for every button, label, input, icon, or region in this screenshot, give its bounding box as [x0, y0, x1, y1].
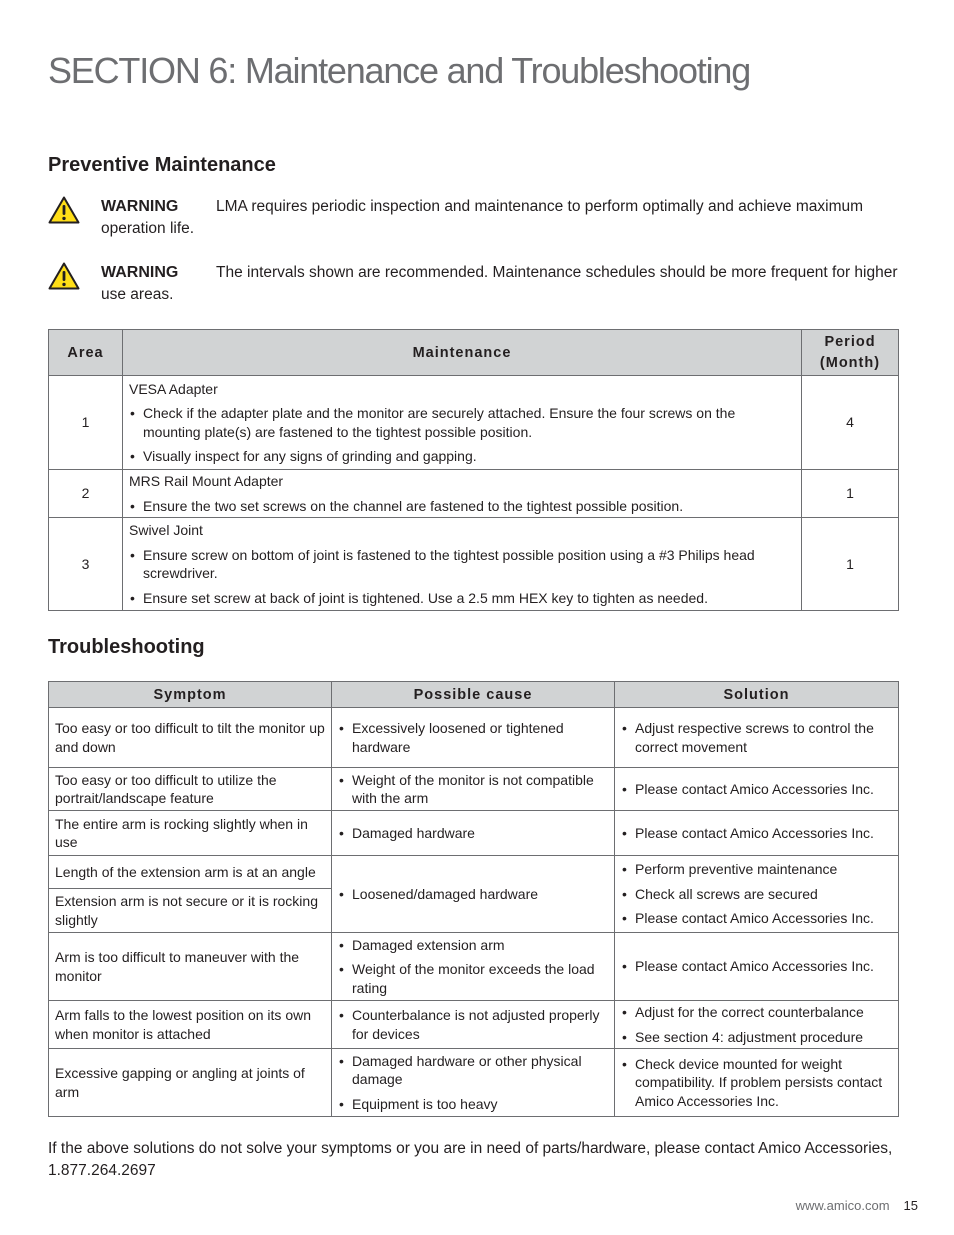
page-footer — [796, 1198, 918, 1213]
symptom-cell: Too easy or too difficult to tilt the monitor up and down — [49, 708, 332, 768]
maintenance-table — [48, 329, 899, 611]
maintenance-item-title: MRS Rail Mount Adapter — [129, 473, 284, 489]
maintenance-item-title: VESA Adapter — [129, 380, 218, 397]
warning-message — [101, 196, 898, 240]
solution-item: • Adjust respective screws to control the correct movement — [621, 719, 892, 756]
cause-cell — [332, 768, 615, 811]
cause-cell — [332, 1049, 615, 1117]
area-cell: 2 — [49, 470, 123, 518]
cause-item: • Damaged extension arm — [338, 936, 608, 955]
table-row — [49, 768, 899, 811]
maintenance-item: • Ensure the two set screws on the channel are fastened to the tightest possible position. — [129, 497, 795, 516]
symptom-cell: Arm falls to the lowest position on its own when monitor is attached — [49, 1001, 332, 1049]
maintenance-header-row — [49, 330, 899, 376]
symptom-cell: Extension arm is not secure or it is rocking slightly — [49, 889, 332, 933]
cause-cell — [332, 708, 615, 768]
area-cell: 3 — [49, 518, 123, 611]
maintenance-item: • Check if the adapter plate and the monitor are securely attached. Ensure the four screws on the mounting plate(s) are fastened to the tightest possible position. — [129, 404, 795, 441]
solution-item: • Adjust for the correct counterbalance — [621, 1003, 892, 1022]
maintenance-item: • Visually inspect for any signs of grinding and gapping. — [129, 447, 795, 466]
solution-item: • Check device mounted for weight compatibility. If problem persists contact Amico Accessories Inc. — [621, 1055, 892, 1111]
solution-item: • See section 4: adjustment procedure — [621, 1028, 892, 1047]
cause-item: • Equipment is too heavy — [338, 1095, 608, 1114]
warning-triangle-icon — [48, 196, 80, 224]
header-maintenance: Maintenance — [123, 330, 802, 376]
maintenance-row — [49, 376, 899, 470]
page-title: SECTION 6: Maintenance and Troubleshooting — [48, 50, 751, 91]
solution-item: • Please contact Amico Accessories Inc. — [621, 909, 892, 928]
maintenance-item: • Ensure set screw at back of joint is tightened. Use a 2.5 mm HEX key to tighten as needed. — [129, 589, 795, 608]
symptom-cell: Length of the extension arm is at an angle — [49, 856, 332, 889]
maintenance-row — [49, 470, 899, 518]
solution-cell — [615, 811, 899, 856]
header-area: Area — [49, 330, 123, 376]
solution-cell — [615, 933, 899, 1001]
cause-item: • Weight of the monitor exceeds the load rating — [338, 960, 608, 997]
solution-cell — [615, 708, 899, 768]
header-symptom: Symptom — [49, 682, 332, 708]
maintenance-item-title: Swivel Joint — [129, 522, 203, 538]
area-cell: 1 — [49, 376, 123, 470]
table-row — [49, 708, 899, 768]
table-row — [49, 856, 899, 889]
solution-cell — [615, 1049, 899, 1117]
maintenance-cell — [123, 470, 802, 518]
maintenance-row — [49, 518, 899, 611]
solution-item: • Check all screws are secured — [621, 885, 892, 904]
maintenance-item: • Ensure screw on bottom of joint is fastened to the tightest possible position using a #3 Philips head screwdriver. — [129, 546, 795, 583]
symptom-cell: Too easy or too difficult to utilize the portrait/landscape feature — [49, 768, 332, 811]
symptom-cell: Arm is too difficult to maneuver with the monitor — [49, 933, 332, 1001]
header-possible-cause: Possible cause — [332, 682, 615, 708]
table-row — [49, 1049, 899, 1117]
website-link[interactable]: www.amico.com — [795, 1198, 890, 1213]
solution-item: • Please contact Amico Accessories Inc. — [621, 824, 892, 843]
warning-text: The intervals shown are recommended. Maintenance schedules should be more frequent for higher use areas. — [101, 264, 898, 303]
table-row — [49, 1001, 899, 1049]
cause-cell — [332, 811, 615, 856]
period-cell: 1 — [802, 518, 899, 611]
troubleshooting-table — [48, 681, 899, 1117]
header-period: Period (Month) — [802, 330, 899, 376]
period-cell: 1 — [802, 470, 899, 518]
solution-cell — [615, 856, 899, 933]
table-row — [49, 933, 899, 1001]
cause-item: • Counterbalance is not adjusted properly for devices — [338, 1006, 608, 1043]
warning-label: WARNING — [101, 198, 179, 215]
contact-note: If the above solutions do not solve your symptoms or you are in need of parts/hardware, please contact Amico Accessories, 1.877.264.2697 — [48, 1140, 893, 1179]
warning-text: LMA requires periodic inspection and maintenance to perform optimally and achieve maximum operation life. — [101, 198, 864, 237]
preventive-maintenance-heading: Preventive Maintenance — [48, 154, 276, 176]
cause-item: • Excessively loosened or tightened hardware — [338, 719, 608, 756]
cause-cell — [332, 1001, 615, 1049]
symptom-cell: The entire arm is rocking slightly when in use — [49, 811, 332, 856]
header-solution: Solution — [615, 682, 899, 708]
cause-item: • Damaged hardware or other physical damage — [338, 1052, 608, 1089]
warning-label: WARNING — [101, 264, 179, 281]
cause-item: • Loosened/damaged hardware — [338, 885, 608, 904]
solution-item: • Please contact Amico Accessories Inc. — [621, 780, 892, 799]
warning-message — [101, 262, 898, 306]
troubleshooting-heading: Troubleshooting — [48, 636, 205, 658]
warning-1 — [48, 196, 898, 242]
page-number: 15 — [903, 1198, 918, 1213]
solution-item: • Please contact Amico Accessories Inc. — [621, 957, 892, 976]
solution-cell — [615, 768, 899, 811]
period-cell: 4 — [802, 376, 899, 470]
warning-2 — [48, 262, 898, 308]
maintenance-cell — [123, 376, 802, 470]
solution-cell — [615, 1001, 899, 1049]
troubleshooting-header-row — [49, 682, 899, 708]
solution-item: • Perform preventive maintenance — [621, 860, 892, 879]
maintenance-cell — [123, 518, 802, 611]
warning-triangle-icon — [48, 262, 80, 290]
cause-item: • Damaged hardware — [338, 824, 608, 843]
cause-cell — [332, 856, 615, 933]
cause-item: • Weight of the monitor is not compatible with the arm — [338, 771, 608, 808]
symptom-cell: Excessive gapping or angling at joints of arm — [49, 1049, 332, 1117]
table-row — [49, 811, 899, 856]
cause-cell — [332, 933, 615, 1001]
